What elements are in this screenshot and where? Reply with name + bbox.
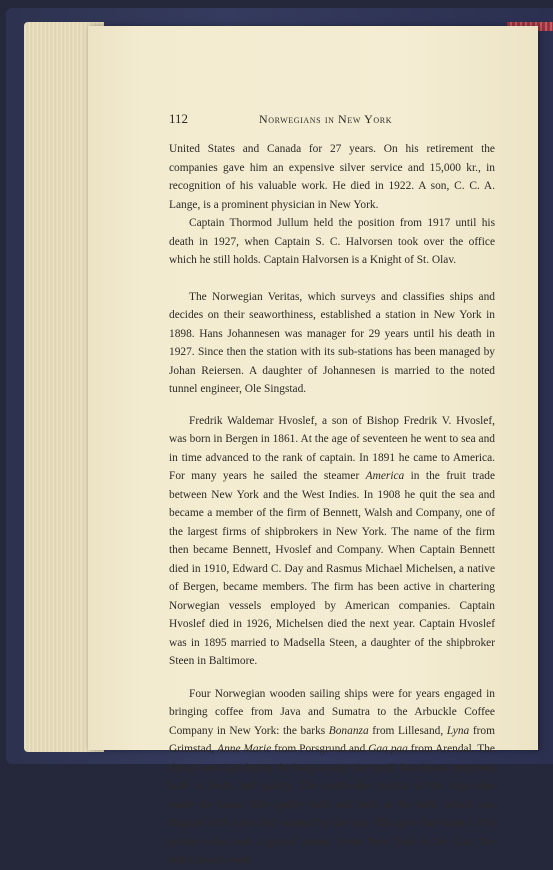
paragraph — [169, 685, 495, 870]
text-run: from Lillesand, — [368, 724, 447, 737]
text-run: Fredrik Waldemar Hvoslef, a son of Bishop Fredrik V. Hvoslef, was born in Bergen in 1861. At the age of seventeen he went to sea and in time advanced to the rank of captain. In 1891 he came to America. For many years he sailed the steamer — [169, 414, 495, 482]
page-content — [169, 110, 495, 870]
text-run: Four Norwegian wooden sailing ships were for years engaged in bringing coffee from Java and Sumatra to the Arbuckle Coffee Company in New York: the barks — [169, 687, 495, 737]
running-title: Norwegians in New York — [259, 112, 393, 126]
paragraph — [169, 214, 495, 270]
italic-text: Gaa paa — [368, 743, 408, 755]
text-run: in the fruit trade between New York and the West Indies. In 1908 he quit the sea and became a member of the firm of Bennett, Walsh and Company, one of the largest firms of shipbrokers in New York. The name of the firm then became Bennett, Hvoslef and Company. When Captain Bennett died in 1910, Edward C. Day and Rasmus Michael Michelsen, a native of Bergen, became members. The firm has been active in chartering Norwegian vessels employed by American companies. Captain Hvoslef died in 1926, Michelsen died the next year. Captain Hvoslef was in 1895 married to Madsella Steen, a daughter of the shipbroker Steen in Baltimore. — [169, 470, 495, 667]
text-run: Captain Thormod Jullum held the position from 1917 until his death in 1927, when Captain S. C. Halvorsen took over the office which he still holds. Captain Halvorsen is a Knight of St. Olav. — [169, 217, 495, 266]
text-run: United States and Canada for 27 years. On his retirement the companies gave him an expensive silver service and 15,000 kr., in recognition of his valuable work. He died in 1922. A son, C. C. A. Lange, is a prominent physician in New York. — [169, 143, 495, 211]
italic-text: America — [365, 470, 405, 482]
text-run: The Norwegian Veritas, which surveys and classifies ships and decides on their seaworthiness, established a station in New York in 1898. Hans Johannesen was manager for 29 years until his death in 1927. Since then the station with its sub-stations has been managed by Johan Reiersen. A daughter of Johannesen is married to the noted tunnel engineer, Ole Singstad. — [169, 290, 495, 395]
text-run: from Arendal. The theory was that during the long voyage the small Java beans improved both in looks and quality. The cradle-like motion of the ships also made the beans slide gently back and forth in the hold, which was fragrant with resin and warmed by the sun. This gave the beans a fine golden color and a special aroma. From New York to the East, the ships always went — [169, 743, 495, 866]
italic-text: Lyna — [446, 724, 470, 737]
italic-text: Bonanza — [328, 724, 369, 737]
italic-text: Anne Marie — [217, 743, 272, 755]
text-run: from Porsgrund and — [271, 743, 369, 755]
text-run: from Grimstad, — [169, 724, 495, 755]
paragraph — [169, 288, 495, 399]
paragraph — [169, 412, 495, 671]
paragraph — [169, 140, 495, 214]
page-number: 112 — [169, 111, 189, 126]
page-header — [169, 110, 495, 132]
